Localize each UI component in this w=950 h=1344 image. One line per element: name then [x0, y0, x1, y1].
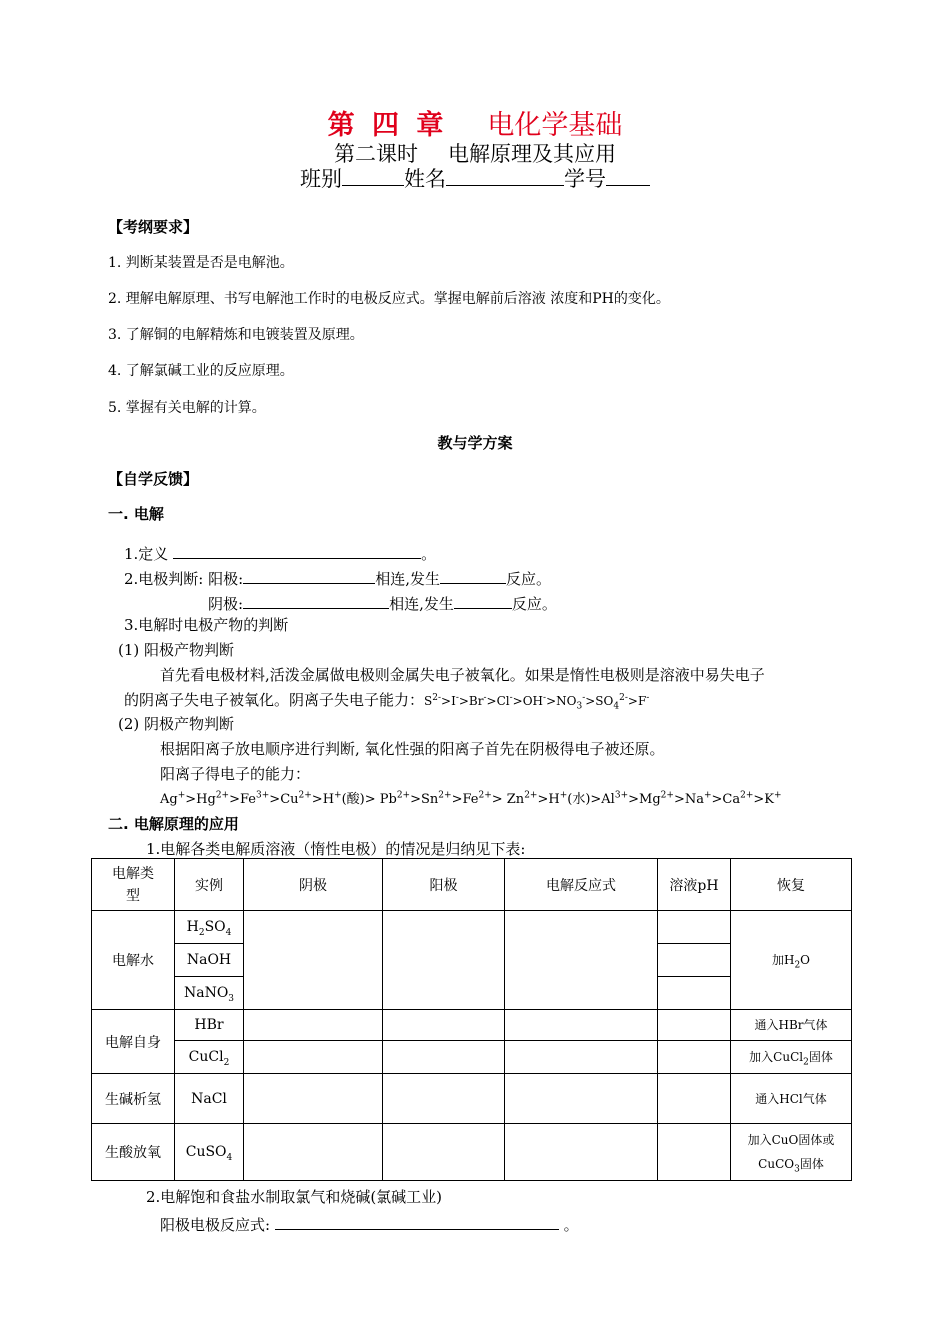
name-blank[interactable] [446, 167, 564, 186]
reaction-text: 反应。 [511, 595, 557, 613]
connect-text: 相连,发生 [375, 570, 440, 588]
name-label: 姓名 [404, 167, 446, 191]
syllabus-item: 4. 了解氯碱工业的反应原理。 [108, 363, 294, 379]
header-cell: 溶液pH [658, 859, 731, 911]
section2-heading: 二. 电解原理的应用 [108, 815, 239, 833]
anode-equation-label: 阳极电极反应式: [160, 1216, 271, 1234]
header-cell: 实例 [175, 859, 244, 911]
anode-product-title: (1) 阳极产物判断 [118, 641, 235, 659]
anode-answer-cell[interactable] [383, 1041, 505, 1074]
definition-label: 1.定义 [124, 545, 169, 563]
ph-blank[interactable] [658, 943, 730, 976]
syllabus-item: 2. 理解电解原理、书写电解池工作时的电极反应式。掌握电解前后溶液 浓度和PH的变化。 [108, 291, 670, 307]
anion-order: $S^{2-}>I^->Br^->Cl^->OH^->NO_3^->SO_4^{2-}>F^-$ [424, 693, 650, 712]
syllabus-item: 3. 了解铜的电解精炼和电镀装置及原理。 [108, 327, 364, 343]
anode-equation-line [160, 1211, 579, 1235]
cathode-answer-cell[interactable] [244, 911, 383, 1010]
definition-line [124, 540, 436, 564]
cation-order: $Ag^+>Hg^{2+}>Fe^{3+}>Cu^{2+}>H^+$(酸)> $Pb^{2+}>Sn^{2+}>Fe^{2+}> Zn^{2+}>H^+$(水)$>Al^{3+}>Mg^{2+}>Na^+>Ca^{2+}>K^+$ [160, 790, 782, 807]
chlor-alkali-title: 2.电解饱和食盐水制取氯气和烧碱(氯碱工业) [146, 1188, 443, 1206]
examples-cell [175, 911, 244, 1010]
anode-answer-cell[interactable] [383, 1010, 505, 1041]
cathode-reaction-blank[interactable] [454, 590, 512, 609]
plan-title: 教与学方案 [437, 434, 513, 452]
electrolysis-table [91, 858, 852, 1181]
syllabus-heading: 【考纲要求】 [108, 218, 199, 236]
table-row [92, 1010, 852, 1041]
example-h2so4: $H_2SO_4$ [175, 911, 243, 943]
cathode-text-1: 根据阳离子放电顺序进行判断, 氧化性强的阳离子首先在阴极得电子被还原。 [160, 740, 665, 758]
equation-answer-cell[interactable] [505, 1041, 658, 1074]
cathode-answer-cell[interactable] [244, 1041, 383, 1074]
header-cell: 阳极 [383, 859, 505, 911]
anode-equation-blank[interactable] [275, 1211, 559, 1230]
ph-blank[interactable] [658, 911, 730, 943]
connect-text: 相连,发生 [389, 595, 454, 613]
equation-answer-cell[interactable] [505, 1010, 658, 1041]
anode-connect-blank[interactable] [243, 565, 375, 584]
product-title: 3.电解时电极产物的判断 [124, 616, 289, 634]
chapter-number: 第 四 章 [327, 110, 448, 141]
feedback-heading: 【自学反馈】 [108, 470, 199, 488]
cathode-judge-label: 阴极: [208, 595, 244, 613]
table-row [92, 1124, 852, 1181]
cathode-text-2: 阳离子得电子的能力： [160, 765, 311, 783]
example-cell: HBr [175, 1010, 244, 1041]
chapter-topic: 电化学基础 [487, 110, 623, 141]
ph-answer-cell[interactable] [658, 1010, 731, 1041]
anode-text-1: 首先看电极材料,活泼金属做电极则金属失电子被氧化。如果是惰性电极则是溶液中易失电子 [160, 666, 765, 684]
anode-judge-line [124, 565, 551, 589]
header-cell: 恢复 [731, 859, 852, 911]
type-cell: 生酸放氧 [92, 1124, 175, 1181]
header-cell: 阴极 [244, 859, 383, 911]
cathode-connect-blank[interactable] [243, 590, 389, 609]
cathode-judge-line [208, 590, 557, 614]
cathode-answer-cell[interactable] [244, 1074, 383, 1124]
equation-answer-cell[interactable] [505, 1074, 658, 1124]
ph-answer-cell[interactable] [658, 1074, 731, 1124]
table-intro: 1.电解各类电解质溶液（惰性电极）的情况是归纳见下表: [146, 840, 526, 858]
reaction-text: 反应。 [505, 570, 551, 588]
restore-cell: 通入HCl气体 [731, 1074, 852, 1124]
type-cell: 电解自身 [92, 1010, 175, 1074]
anode-answer-cell[interactable] [383, 1074, 505, 1124]
example-cell: CuCl$_2$ [175, 1041, 244, 1074]
table-row [92, 911, 852, 1010]
section1-heading: 一. 电解 [108, 505, 164, 523]
anode-answer-cell[interactable] [383, 911, 505, 1010]
period: 。 [421, 545, 437, 563]
syllabus-item: 5. 掌握有关电解的计算。 [108, 400, 266, 416]
cathode-product-title: (2) 阴极产物判断 [118, 715, 235, 733]
lesson-line [0, 141, 950, 167]
example-cell: CuSO$_4$ [175, 1124, 244, 1181]
ph-answer-cell[interactable] [658, 1124, 731, 1181]
type-cell: 电解水 [92, 911, 175, 1010]
syllabus-item: 1. 判断某装置是否是电解池。 [108, 255, 294, 271]
lesson-number: 第二课时 [334, 142, 418, 166]
student-info-line [0, 166, 950, 192]
ph-answer-cell [658, 911, 731, 1010]
header-cell: 电解反应式 [505, 859, 658, 911]
table-row [92, 1041, 852, 1074]
restore-cell: 加$H_2O$ [731, 911, 852, 1010]
table-header-row [92, 859, 852, 911]
period: 。 [563, 1216, 579, 1234]
header-cell: 电解类型 [92, 859, 175, 911]
cathode-answer-cell[interactable] [244, 1010, 383, 1041]
table-row [92, 1074, 852, 1124]
type-cell: 生碱析氢 [92, 1074, 175, 1124]
class-label: 班别 [300, 167, 342, 191]
example-cell: NaCl [175, 1074, 244, 1124]
cathode-answer-cell[interactable] [244, 1124, 383, 1181]
anode-reaction-blank[interactable] [440, 565, 506, 584]
restore-cell: 加入CuCl$_2$固体 [731, 1041, 852, 1074]
id-label: 学号 [564, 167, 606, 191]
equation-answer-cell[interactable] [505, 911, 658, 1010]
anode-judge-label: 2.电极判断: 阳极: [124, 570, 244, 588]
chapter-title [0, 108, 950, 144]
anode-text-2: 的阴离子失电子被氧化。阴离子失电子能力： [124, 691, 425, 709]
definition-blank[interactable] [173, 540, 421, 559]
ph-blank[interactable] [658, 977, 730, 1009]
anion-order-line [124, 689, 649, 710]
anode-answer-cell[interactable] [383, 1124, 505, 1181]
class-blank[interactable] [342, 167, 404, 186]
ph-answer-cell[interactable] [658, 1041, 731, 1074]
id-blank[interactable] [606, 167, 650, 186]
equation-answer-cell[interactable] [505, 1124, 658, 1181]
restore-cell: 通入HBr气体 [731, 1010, 852, 1041]
lesson-title: 电解原理及其应用 [448, 142, 616, 166]
example-naoh: NaOH [175, 943, 243, 976]
example-nano3: NaNO$_3$ [183, 985, 235, 1004]
restore-cell: 加入CuO固体或 CuCO$_3$固体 [731, 1124, 852, 1181]
